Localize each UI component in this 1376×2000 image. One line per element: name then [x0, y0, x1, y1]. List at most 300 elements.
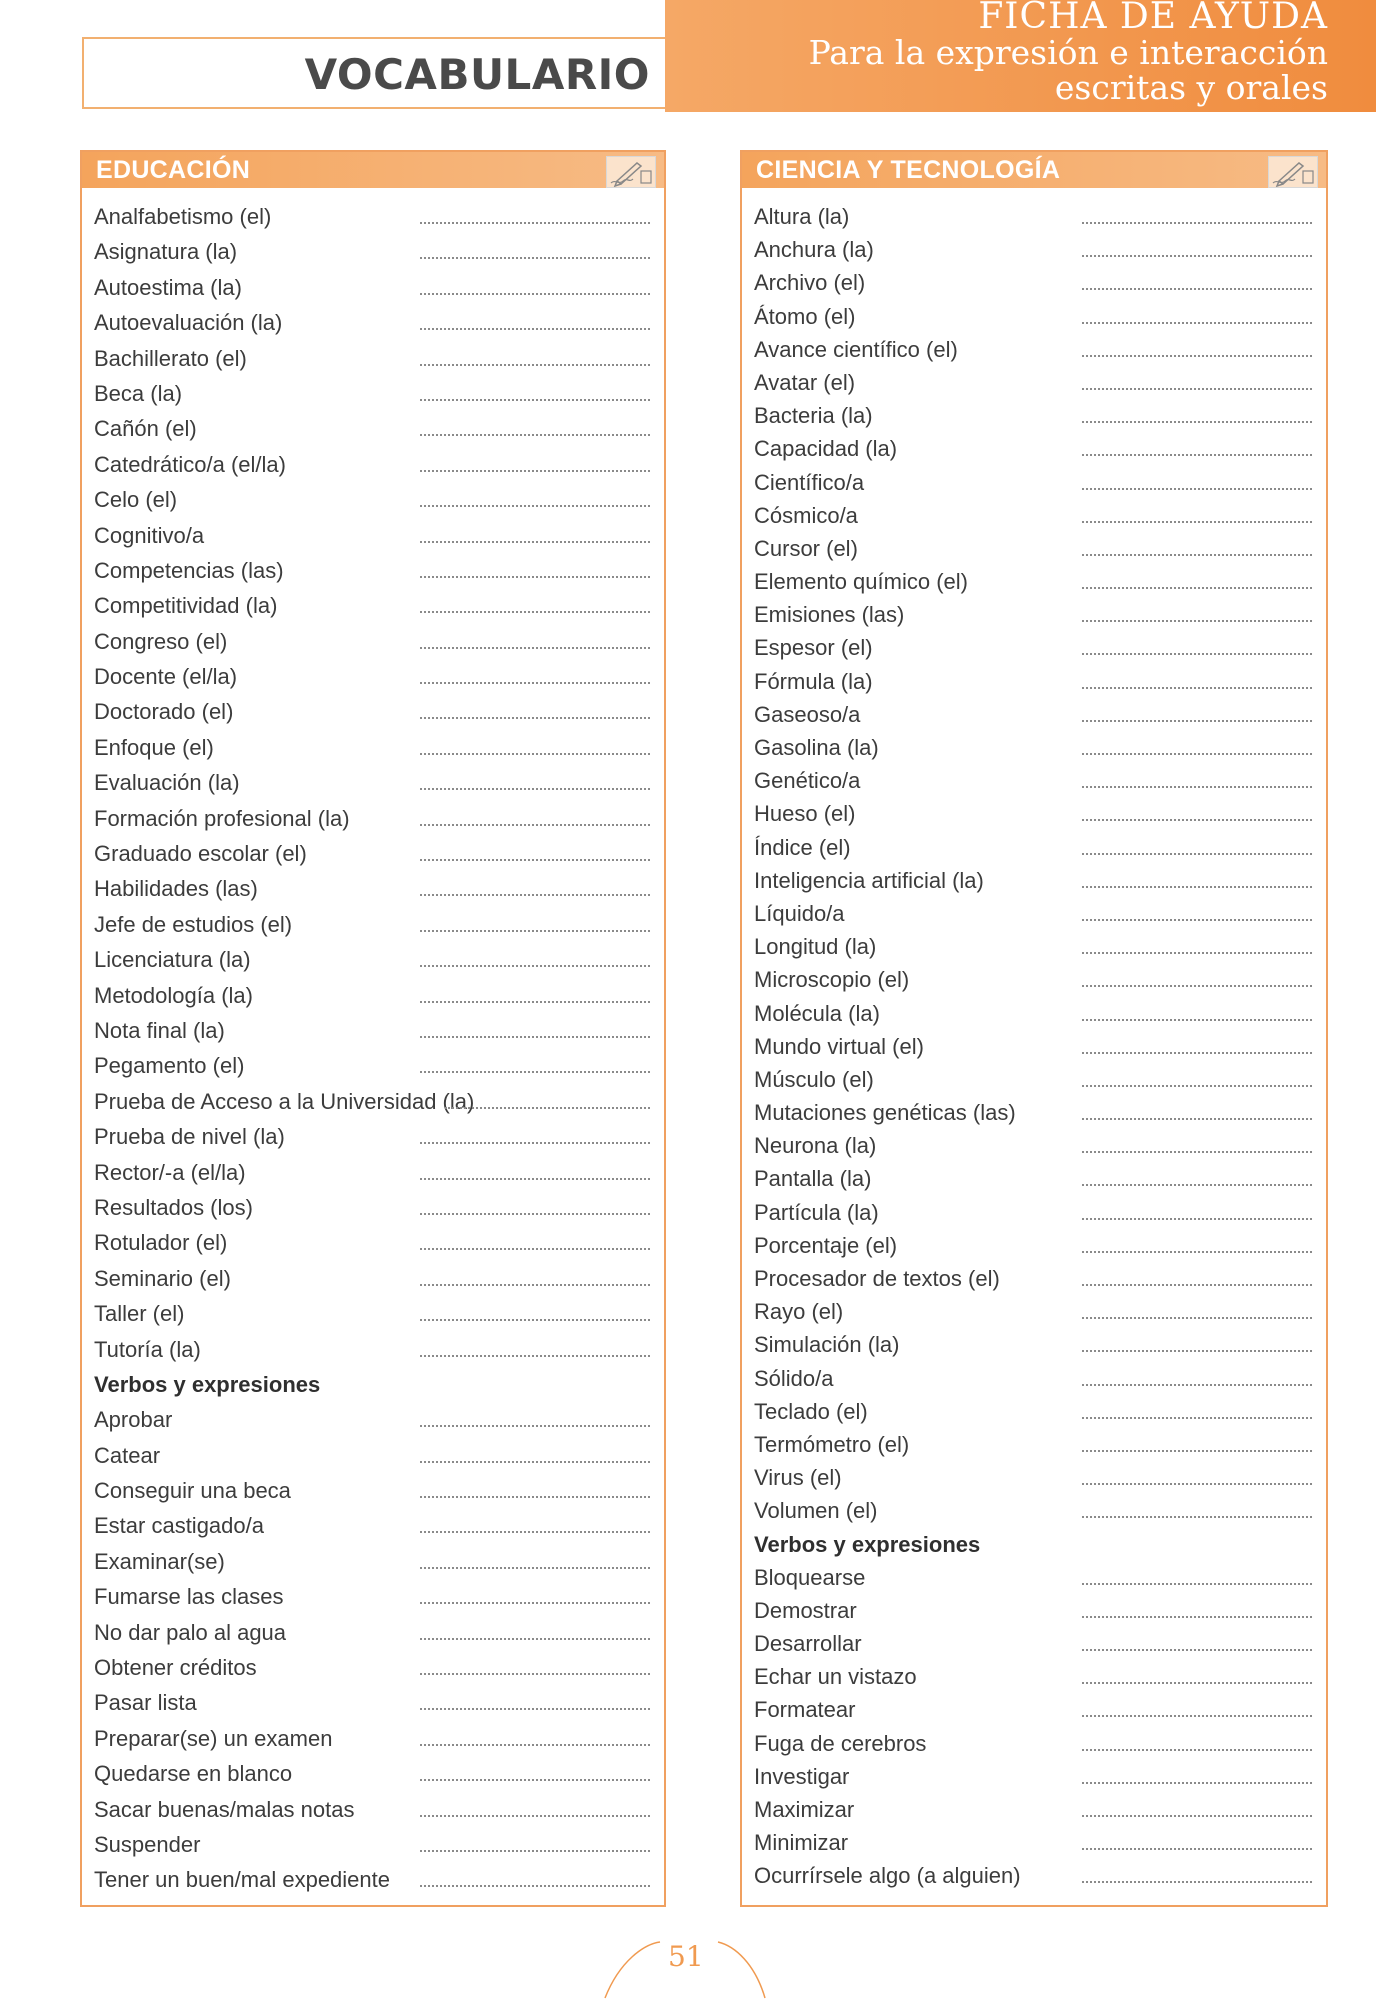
- vocabulary-term: Prueba de nivel (la): [94, 1124, 285, 1150]
- answer-blank-line[interactable]: [1082, 1417, 1312, 1419]
- vocabulary-term: Porcentaje (el): [754, 1232, 898, 1258]
- vocabulary-term: Avance científico (el): [754, 336, 958, 362]
- answer-blank-line[interactable]: [1082, 288, 1312, 290]
- vocabulary-term: Sólido/a: [754, 1365, 834, 1391]
- vocabulary-row: [82, 1193, 664, 1228]
- vocabulary-row: [82, 1476, 664, 1511]
- vocabulary-row: [82, 768, 664, 803]
- answer-blank-line[interactable]: [1082, 1848, 1312, 1850]
- pen-writing-icon: [606, 156, 656, 188]
- vocabulary-row: [742, 501, 1326, 534]
- vocabulary-term: Cañón (el): [94, 416, 197, 442]
- vocabulary-term: Avatar (el): [754, 369, 856, 395]
- answer-blank-line[interactable]: [420, 1248, 650, 1250]
- vocabulary-row: [82, 662, 664, 697]
- vocabulary-row: [742, 600, 1326, 633]
- answer-blank-line[interactable]: [420, 1036, 650, 1038]
- vocabulary-row: [742, 401, 1326, 434]
- vocabulary-row: [742, 1496, 1326, 1529]
- vocabulary-term: Ocurrírsele algo (a alguien): [754, 1863, 1021, 1889]
- vocabulary-term: Congreso (el): [94, 628, 228, 654]
- vocabulary-row: [82, 1264, 664, 1299]
- vocabulary-row: [82, 591, 664, 626]
- vocabulary-row: [742, 434, 1326, 467]
- vocabulary-row: [82, 414, 664, 449]
- vocabulary-term: Habilidades (las): [94, 876, 258, 902]
- answer-blank-line[interactable]: [420, 859, 650, 861]
- vocabulary-row: [82, 1688, 664, 1723]
- vocabulary-term: Procesador de textos (el): [754, 1266, 1000, 1291]
- vocabulary-row: [742, 999, 1326, 1032]
- vocabulary-row: [742, 1065, 1326, 1098]
- vocabulary-term: Mutaciones genéticas (las): [754, 1100, 1016, 1126]
- vocabulary-term: Enfoque (el): [94, 734, 214, 760]
- vocabulary-term: Docente (el/la): [94, 664, 238, 690]
- answer-blank-line[interactable]: [1082, 1782, 1312, 1784]
- vocabulary-row: [742, 1297, 1326, 1330]
- answer-blank-line[interactable]: [420, 1885, 650, 1887]
- vocabulary-row: [742, 1463, 1326, 1496]
- vocabulary-row: [742, 1231, 1326, 1264]
- answer-blank-line[interactable]: [1082, 322, 1312, 324]
- vocabulary-row: [742, 932, 1326, 965]
- vocabulary-row: [742, 899, 1326, 932]
- vocabulary-term: Virus (el): [754, 1465, 842, 1491]
- answer-blank-line[interactable]: [420, 1178, 650, 1180]
- answer-blank-line[interactable]: [420, 1001, 650, 1003]
- vocabulary-row: [82, 874, 664, 909]
- vocabulary-row: [82, 485, 664, 520]
- vocabulary-row: [82, 273, 664, 308]
- answer-blank-line[interactable]: [1082, 1284, 1312, 1286]
- answer-blank-line[interactable]: [1082, 1151, 1312, 1153]
- answer-blank-line[interactable]: [420, 1531, 650, 1533]
- vocabulary-row: [82, 1122, 664, 1157]
- vocabulary-row: [742, 368, 1326, 401]
- answer-blank-line[interactable]: [1082, 388, 1312, 390]
- answer-blank-line[interactable]: [1082, 1649, 1312, 1651]
- vocabulary-term: Celo (el): [94, 487, 178, 513]
- answer-blank-line[interactable]: [420, 399, 650, 401]
- answer-blank-line[interactable]: [1082, 753, 1312, 755]
- education-panel-header: [82, 152, 664, 188]
- vocabulary-row: [82, 910, 664, 945]
- vocabulary-row: [82, 556, 664, 591]
- section-heading: Verbos y expresiones: [94, 1371, 321, 1397]
- vocabulary-term: Termómetro (el): [754, 1431, 910, 1457]
- vocabulary-row: [742, 833, 1326, 866]
- vocabulary-term: Cognitivo/a: [94, 522, 205, 548]
- science-technology-vocabulary-list: [742, 202, 1326, 1895]
- answer-blank-line[interactable]: [1082, 1516, 1312, 1518]
- answer-blank-line[interactable]: [420, 257, 650, 259]
- vocabulary-row: [742, 733, 1326, 766]
- answer-blank-line[interactable]: [420, 1496, 650, 1498]
- answer-blank-line[interactable]: [420, 1779, 650, 1781]
- section-heading-row: [742, 1530, 1326, 1563]
- vocabulary-term: Pasar lista: [94, 1690, 197, 1716]
- header-subtitle-line-2: escritas y orales: [1054, 68, 1328, 107]
- vocabulary-row: [82, 697, 664, 732]
- vocabulary-term: Minimizar: [754, 1830, 849, 1856]
- vocabulary-row: [742, 235, 1326, 268]
- answer-blank-line[interactable]: [1082, 1218, 1312, 1220]
- vocabulary-term: Jefe de estudios (el): [94, 911, 293, 937]
- vocabulary-term: Cósmico/a: [754, 502, 858, 528]
- answer-blank-line[interactable]: [1082, 355, 1312, 357]
- answer-blank-line[interactable]: [420, 222, 650, 224]
- answer-blank-line[interactable]: [420, 611, 650, 613]
- answer-blank-line[interactable]: [1082, 1815, 1312, 1817]
- vocabulary-row: [82, 1830, 664, 1865]
- header-subtitle-line-1: Para la expresión e interacción: [808, 33, 1328, 72]
- vocabulary-term: Analfabetismo (el): [94, 204, 272, 229]
- answer-blank-line[interactable]: [1082, 1052, 1312, 1054]
- vocabulary-row: [742, 302, 1326, 335]
- answer-blank-line[interactable]: [1082, 985, 1312, 987]
- vocabulary-row: [742, 1264, 1326, 1297]
- vocabulary-row: [742, 468, 1326, 501]
- answer-blank-line[interactable]: [420, 1355, 650, 1357]
- vocabulary-row: [742, 1729, 1326, 1762]
- vocabulary-term: Bacteria (la): [754, 403, 873, 429]
- vocabulary-term: Autoestima (la): [94, 274, 242, 300]
- vocabulary-term: Evaluación (la): [94, 770, 240, 796]
- answer-blank-line[interactable]: [1082, 454, 1312, 456]
- vocabulary-term: Catedrático/a (el/la): [94, 451, 286, 477]
- answer-blank-line[interactable]: [1082, 1350, 1312, 1352]
- vocabulary-row: [82, 202, 664, 237]
- answer-blank-line[interactable]: [420, 1142, 650, 1144]
- vocabulary-row: [82, 1653, 664, 1688]
- vocabulary-term: Fumarse las clases: [94, 1584, 284, 1610]
- header-band: [665, 0, 1376, 112]
- vocabulary-term: Nota final (la): [94, 1017, 225, 1043]
- vocabulary-row: [82, 1511, 664, 1546]
- vocabulary-term: Altura (la): [754, 204, 850, 229]
- vocabulary-term: Competitividad (la): [94, 593, 278, 619]
- answer-blank-line[interactable]: [1082, 1251, 1312, 1253]
- vocabulary-row: [82, 1051, 664, 1086]
- answer-blank-line[interactable]: [1082, 1118, 1312, 1120]
- answer-blank-line[interactable]: [1082, 1682, 1312, 1684]
- vocabulary-term: Tener un buen/mal expediente: [94, 1867, 390, 1893]
- vocabulary-row: [82, 450, 664, 485]
- vocabulary-term: Científico/a: [754, 469, 865, 495]
- vocabulary-term: Aprobar: [94, 1407, 173, 1433]
- section-heading: Verbos y expresiones: [754, 1531, 981, 1557]
- section-heading-row: [82, 1370, 664, 1405]
- vocabulary-term: Demostrar: [754, 1597, 857, 1623]
- answer-blank-line[interactable]: [420, 1850, 650, 1852]
- answer-blank-line[interactable]: [1082, 886, 1312, 888]
- vocabulary-term: Bachillerato (el): [94, 345, 247, 371]
- vocabulary-row: [82, 1759, 664, 1794]
- vocabulary-term: Rotulador (el): [94, 1230, 228, 1256]
- vocabulary-term: Teclado (el): [754, 1398, 868, 1424]
- answer-blank-line[interactable]: [420, 1425, 650, 1427]
- answer-blank-line[interactable]: [420, 1602, 650, 1604]
- answer-blank-line[interactable]: [420, 434, 650, 436]
- vocabulary-row: [82, 1547, 664, 1582]
- vocabulary-term: Graduado escolar (el): [94, 841, 307, 867]
- science-technology-panel-header: [742, 152, 1326, 188]
- vocabulary-row: [742, 1795, 1326, 1828]
- answer-blank-line[interactable]: [420, 1567, 650, 1569]
- vocabulary-row: [742, 1330, 1326, 1363]
- vocabulary-row: [742, 202, 1326, 235]
- answer-blank-line[interactable]: [1082, 1085, 1312, 1087]
- answer-blank-line[interactable]: [1082, 1881, 1312, 1883]
- vocabulary-term: Líquido/a: [754, 900, 845, 926]
- vocabulary-term: Catear: [94, 1442, 161, 1468]
- answer-blank-line[interactable]: [420, 1815, 650, 1817]
- vocabulary-row: [742, 633, 1326, 666]
- vocabulary-row: [742, 1198, 1326, 1231]
- vocabulary-term: Asignatura (la): [94, 239, 238, 265]
- vocabulary-row: [82, 1335, 664, 1370]
- answer-blank-line[interactable]: [1082, 587, 1312, 589]
- vocabulary-row: [82, 237, 664, 272]
- vocabulary-term: Pantalla (la): [754, 1166, 872, 1192]
- vocabulary-row: [742, 335, 1326, 368]
- vocabulary-row: [82, 981, 664, 1016]
- vocabulary-row: [742, 1695, 1326, 1728]
- vocabulary-row: [742, 1131, 1326, 1164]
- vocabulary-term: Hueso (el): [754, 801, 856, 827]
- vocabulary-row: [742, 1861, 1326, 1894]
- answer-blank-line[interactable]: [420, 965, 650, 967]
- vocabulary-row: [82, 1724, 664, 1759]
- answer-blank-line[interactable]: [420, 1708, 650, 1710]
- answer-blank-line[interactable]: [1082, 255, 1312, 257]
- answer-blank-line[interactable]: [1082, 1184, 1312, 1186]
- vocabulary-row: [82, 1299, 664, 1334]
- vocabulary-row: [742, 1364, 1326, 1397]
- page-title: VOCABULARIO: [304, 50, 650, 99]
- vocabulary-row: [742, 1164, 1326, 1197]
- vocabulary-term: Elemento químico (el): [754, 569, 968, 595]
- answer-blank-line[interactable]: [420, 682, 650, 684]
- vocabulary-term: Fuga de cerebros: [754, 1730, 927, 1756]
- vocabulary-row: [82, 1582, 664, 1617]
- answer-blank-line[interactable]: [1082, 853, 1312, 855]
- vocabulary-term: Licenciatura (la): [94, 947, 251, 973]
- vocabulary-row: [82, 804, 664, 839]
- vocabulary-term: Capacidad (la): [754, 436, 898, 462]
- answer-blank-line[interactable]: [1082, 1715, 1312, 1717]
- vocabulary-row: [82, 1618, 664, 1653]
- answer-blank-line[interactable]: [420, 717, 650, 719]
- answer-blank-line[interactable]: [1082, 786, 1312, 788]
- answer-blank-line[interactable]: [1082, 1749, 1312, 1751]
- vocabulary-term: Átomo (el): [754, 303, 856, 329]
- answer-blank-line[interactable]: [420, 1673, 650, 1675]
- vocabulary-term: Microscopio (el): [754, 967, 910, 993]
- vocabulary-row: [742, 766, 1326, 799]
- answer-blank-line[interactable]: [420, 293, 650, 295]
- vocabulary-term: Longitud (la): [754, 934, 877, 960]
- answer-blank-line[interactable]: [420, 541, 650, 543]
- vocabulary-row: [82, 1158, 664, 1193]
- answer-blank-line[interactable]: [1082, 1384, 1312, 1386]
- education-panel-title: EDUCACIÓN: [96, 156, 251, 184]
- answer-blank-line[interactable]: [420, 1071, 650, 1073]
- vocabulary-term: Suspender: [94, 1831, 201, 1857]
- answer-blank-line[interactable]: [420, 753, 650, 755]
- answer-blank-line[interactable]: [445, 1107, 650, 1109]
- answer-blank-line[interactable]: [420, 1461, 650, 1463]
- answer-blank-line[interactable]: [420, 1319, 650, 1321]
- answer-blank-line[interactable]: [420, 894, 650, 896]
- answer-blank-line[interactable]: [1082, 488, 1312, 490]
- vocabulary-term: Maximizar: [754, 1797, 855, 1822]
- answer-blank-line[interactable]: [1082, 720, 1312, 722]
- answer-blank-line[interactable]: [420, 1744, 650, 1746]
- vocabulary-row: [742, 1629, 1326, 1662]
- page-number: 51: [668, 1940, 704, 1973]
- vocabulary-term: Mundo virtual (el): [754, 1033, 924, 1059]
- answer-blank-line[interactable]: [1082, 687, 1312, 689]
- education-panel: [80, 150, 666, 1907]
- vocabulary-term: Seminario (el): [94, 1265, 231, 1291]
- vocabulary-term: Taller (el): [94, 1301, 185, 1327]
- answer-blank-line[interactable]: [1082, 554, 1312, 556]
- vocabulary-row: [742, 1397, 1326, 1430]
- vocabulary-row: [82, 1865, 664, 1900]
- vocabulary-term: Pegamento (el): [94, 1053, 245, 1079]
- answer-blank-line[interactable]: [1082, 952, 1312, 954]
- answer-blank-line[interactable]: [420, 647, 650, 649]
- vocabulary-term: Inteligencia artificial (la): [754, 867, 984, 893]
- vocabulary-row: [742, 799, 1326, 832]
- vocabulary-row: [742, 1098, 1326, 1131]
- vocabulary-row: [742, 567, 1326, 600]
- vocabulary-term: Fórmula (la): [754, 668, 873, 694]
- answer-blank-line[interactable]: [420, 364, 650, 366]
- vocabulary-term: Quedarse en blanco: [94, 1761, 293, 1787]
- vocabulary-row: [82, 1405, 664, 1440]
- answer-blank-line[interactable]: [1082, 620, 1312, 622]
- vocabulary-row: [742, 1596, 1326, 1629]
- answer-blank-line[interactable]: [420, 1284, 650, 1286]
- answer-blank-line[interactable]: [1082, 653, 1312, 655]
- vocabulary-term: Formatear: [754, 1697, 856, 1723]
- vocabulary-term: Tutoría (la): [94, 1336, 201, 1362]
- vocabulary-row: [742, 534, 1326, 567]
- vocabulary-term: Emisiones (las): [754, 602, 905, 628]
- vocabulary-term: Formación profesional (la): [94, 805, 350, 831]
- answer-blank-line[interactable]: [1082, 1583, 1312, 1585]
- vocabulary-row: [82, 379, 664, 414]
- vocabulary-row: [82, 521, 664, 556]
- vocabulary-row: [82, 1087, 664, 1122]
- vocabulary-row: [742, 667, 1326, 700]
- vocabulary-term: Rayo (el): [754, 1299, 844, 1325]
- vocabulary-row: [742, 866, 1326, 899]
- vocabulary-term: Echar un vistazo: [754, 1664, 917, 1690]
- answer-blank-line[interactable]: [420, 470, 650, 472]
- vocabulary-row: [82, 839, 664, 874]
- vocabulary-term: Gasolina (la): [754, 735, 879, 760]
- answer-blank-line[interactable]: [420, 824, 650, 826]
- science-technology-panel: [740, 150, 1328, 1907]
- answer-blank-line[interactable]: [1082, 1450, 1312, 1452]
- header-ficha: FICHA DE AYUDA: [978, 0, 1328, 37]
- vocabulary-row: [82, 1016, 664, 1051]
- vocabulary-row: [742, 268, 1326, 301]
- vocabulary-term: Cursor (el): [754, 535, 858, 561]
- answer-blank-line[interactable]: [1082, 421, 1312, 423]
- vocabulary-term: Músculo (el): [754, 1066, 874, 1092]
- vocabulary-term: Investigar: [754, 1763, 850, 1789]
- vocabulary-term: Metodología (la): [94, 982, 253, 1008]
- vocabulary-term: Gaseoso/a: [754, 701, 861, 727]
- answer-blank-line[interactable]: [420, 505, 650, 507]
- vocabulary-term: Rector/-a (el/la): [94, 1159, 246, 1185]
- vocabulary-term: Desarrollar: [754, 1631, 862, 1657]
- vocabulary-term: Índice (el): [754, 834, 851, 860]
- answer-blank-line[interactable]: [420, 930, 650, 932]
- vocabulary-row: [742, 965, 1326, 998]
- pen-writing-icon: [1268, 156, 1318, 188]
- answer-blank-line[interactable]: [420, 788, 650, 790]
- answer-blank-line[interactable]: [420, 576, 650, 578]
- vocabulary-row: [742, 700, 1326, 733]
- answer-blank-line[interactable]: [420, 1638, 650, 1640]
- answer-blank-line[interactable]: [420, 328, 650, 330]
- vocabulary-row: [82, 1228, 664, 1263]
- vocabulary-term: Genético/a: [754, 768, 861, 794]
- answer-blank-line[interactable]: [1082, 521, 1312, 523]
- vocabulary-row: [742, 1662, 1326, 1695]
- vocabulary-term: Preparar(se) un examen: [94, 1725, 333, 1751]
- vocabulary-term: Autoevaluación (la): [94, 310, 283, 336]
- vocabulary-term: Simulación (la): [754, 1332, 900, 1358]
- answer-blank-line[interactable]: [1082, 222, 1312, 224]
- vocabulary-row: [742, 1828, 1326, 1861]
- vocabulary-term: Conseguir una beca: [94, 1478, 291, 1504]
- vocabulary-term: Examinar(se): [94, 1548, 225, 1574]
- answer-blank-line[interactable]: [1082, 919, 1312, 921]
- answer-blank-line[interactable]: [1082, 1616, 1312, 1618]
- answer-blank-line[interactable]: [1082, 819, 1312, 821]
- vocabulary-row: [742, 1430, 1326, 1463]
- vocabulary-term: Sacar buenas/malas notas: [94, 1796, 355, 1822]
- vocabulary-term: Neurona (la): [754, 1133, 877, 1159]
- vocabulary-row: [82, 344, 664, 379]
- answer-blank-line[interactable]: [1082, 1483, 1312, 1485]
- answer-blank-line[interactable]: [1082, 1019, 1312, 1021]
- vocabulary-row: [742, 1032, 1326, 1065]
- vocabulary-row: [82, 627, 664, 662]
- vocabulary-term: Obtener créditos: [94, 1655, 257, 1681]
- vocabulary-row: [742, 1563, 1326, 1596]
- vocabulary-term: Prueba de Acceso a la Universidad (la): [94, 1088, 475, 1114]
- vocabulary-term: Volumen (el): [754, 1498, 878, 1524]
- vocabulary-term: Archivo (el): [754, 270, 866, 296]
- science-technology-panel-title: CIENCIA Y TECNOLOGÍA: [756, 156, 1061, 184]
- vocabulary-term: Estar castigado/a: [94, 1513, 264, 1539]
- vocabulary-term: Molécula (la): [754, 1000, 880, 1026]
- vocabulary-term: No dar palo al agua: [94, 1619, 287, 1645]
- answer-blank-line[interactable]: [420, 1213, 650, 1215]
- education-vocabulary-list: [82, 202, 664, 1901]
- answer-blank-line[interactable]: [1082, 1317, 1312, 1319]
- vocabulary-term: Resultados (los): [94, 1194, 253, 1220]
- vocabulary-term: Bloquearse: [754, 1564, 866, 1590]
- vocabulary-row: [82, 308, 664, 343]
